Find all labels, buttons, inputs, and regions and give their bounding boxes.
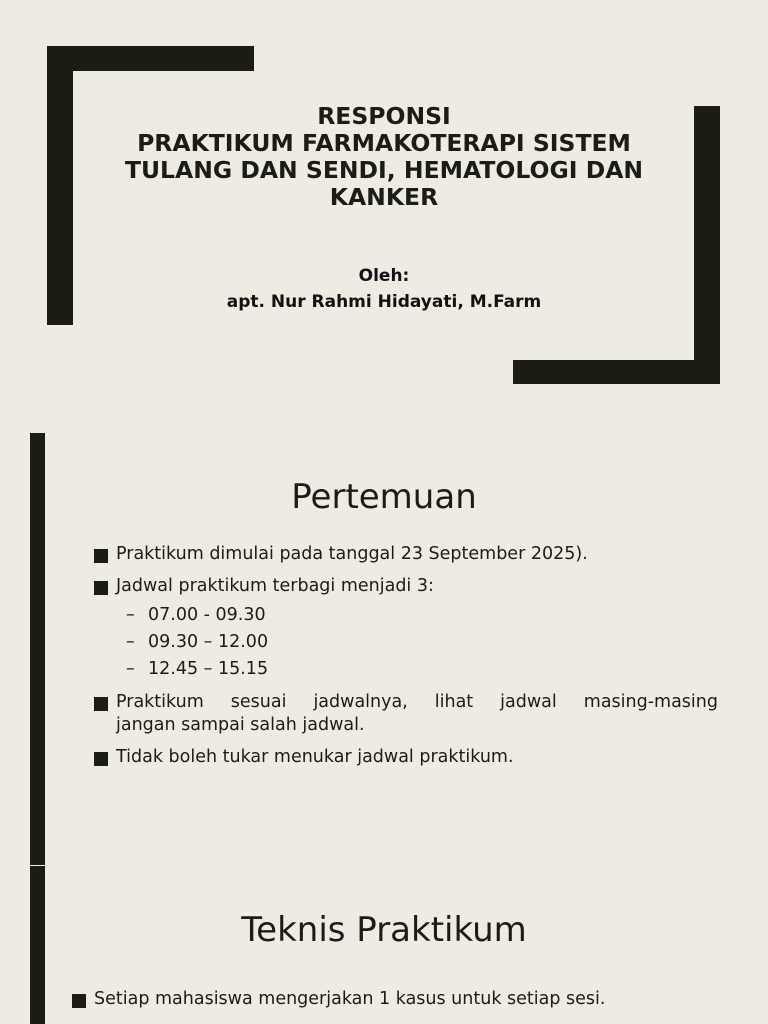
schedule-item [116, 656, 718, 683]
schedule-item [116, 602, 718, 629]
square-bullet-icon [94, 581, 108, 595]
square-bullet-icon [94, 549, 108, 563]
corner-frame-top-left-horizontal [47, 46, 254, 71]
author-name: apt. Nur Rahmi Hidayati, M.Farm [226, 292, 542, 312]
author-label: Oleh: [358, 266, 410, 286]
bullet-list [70, 988, 730, 1011]
bullet-text: Tidak boleh tukar menukar jadwal praktikum. [116, 747, 514, 767]
dash-bullet: – [126, 605, 135, 625]
pertemuan-slide [0, 432, 768, 865]
corner-frame-top-left-vertical [47, 46, 73, 325]
bullet-text: Praktikum dimulai pada tanggal 23 September 2025). [116, 544, 588, 564]
schedule-time: 09.30 – 12.00 [148, 632, 269, 652]
corner-frame-bottom-right-horizontal [513, 360, 720, 384]
author-block [90, 263, 678, 315]
dash-bullet: – [126, 659, 135, 679]
slide-heading: Pertemuan [291, 477, 477, 517]
title-line: RESPONSI [317, 102, 451, 130]
bullet-text: Jadwal praktikum terbagi menjadi 3: [116, 576, 434, 596]
bullet-text-line: jangan sampai salah jadwal. [116, 715, 365, 735]
bullet-list [92, 543, 718, 769]
list-item [70, 988, 730, 1011]
title-line: TULANG DAN SENDI, HEMATOLOGI DAN [124, 156, 644, 184]
dash-bullet: – [126, 632, 135, 652]
list-item [92, 691, 718, 737]
schedule-time: 12.45 – 15.15 [148, 659, 269, 679]
teknis-slide [0, 865, 768, 1024]
title-line: PRAKTIKUM FARMAKOTERAPI SISTEM [137, 129, 631, 157]
title-slide [0, 0, 768, 432]
list-item [92, 575, 718, 683]
square-bullet-icon [94, 752, 108, 766]
schedule-sublist [116, 602, 718, 683]
schedule-time: 07.00 - 09.30 [148, 605, 266, 625]
bullet-text-line: Praktikum sesuai jadwalnya, lihat jadwal masing-masing [116, 692, 718, 712]
square-bullet-icon [94, 697, 108, 711]
title-line: KANKER [329, 183, 439, 211]
slide-title [90, 103, 678, 211]
schedule-item [116, 629, 718, 656]
corner-frame-bottom-right-vertical [694, 106, 720, 384]
bullet-text: Setiap mahasiswa mengerjakan 1 kasus untuk setiap sesi. [94, 989, 606, 1009]
list-item [92, 746, 718, 769]
slide-heading: Teknis Praktikum [241, 910, 527, 950]
list-item [92, 543, 718, 566]
square-bullet-icon [72, 994, 86, 1008]
